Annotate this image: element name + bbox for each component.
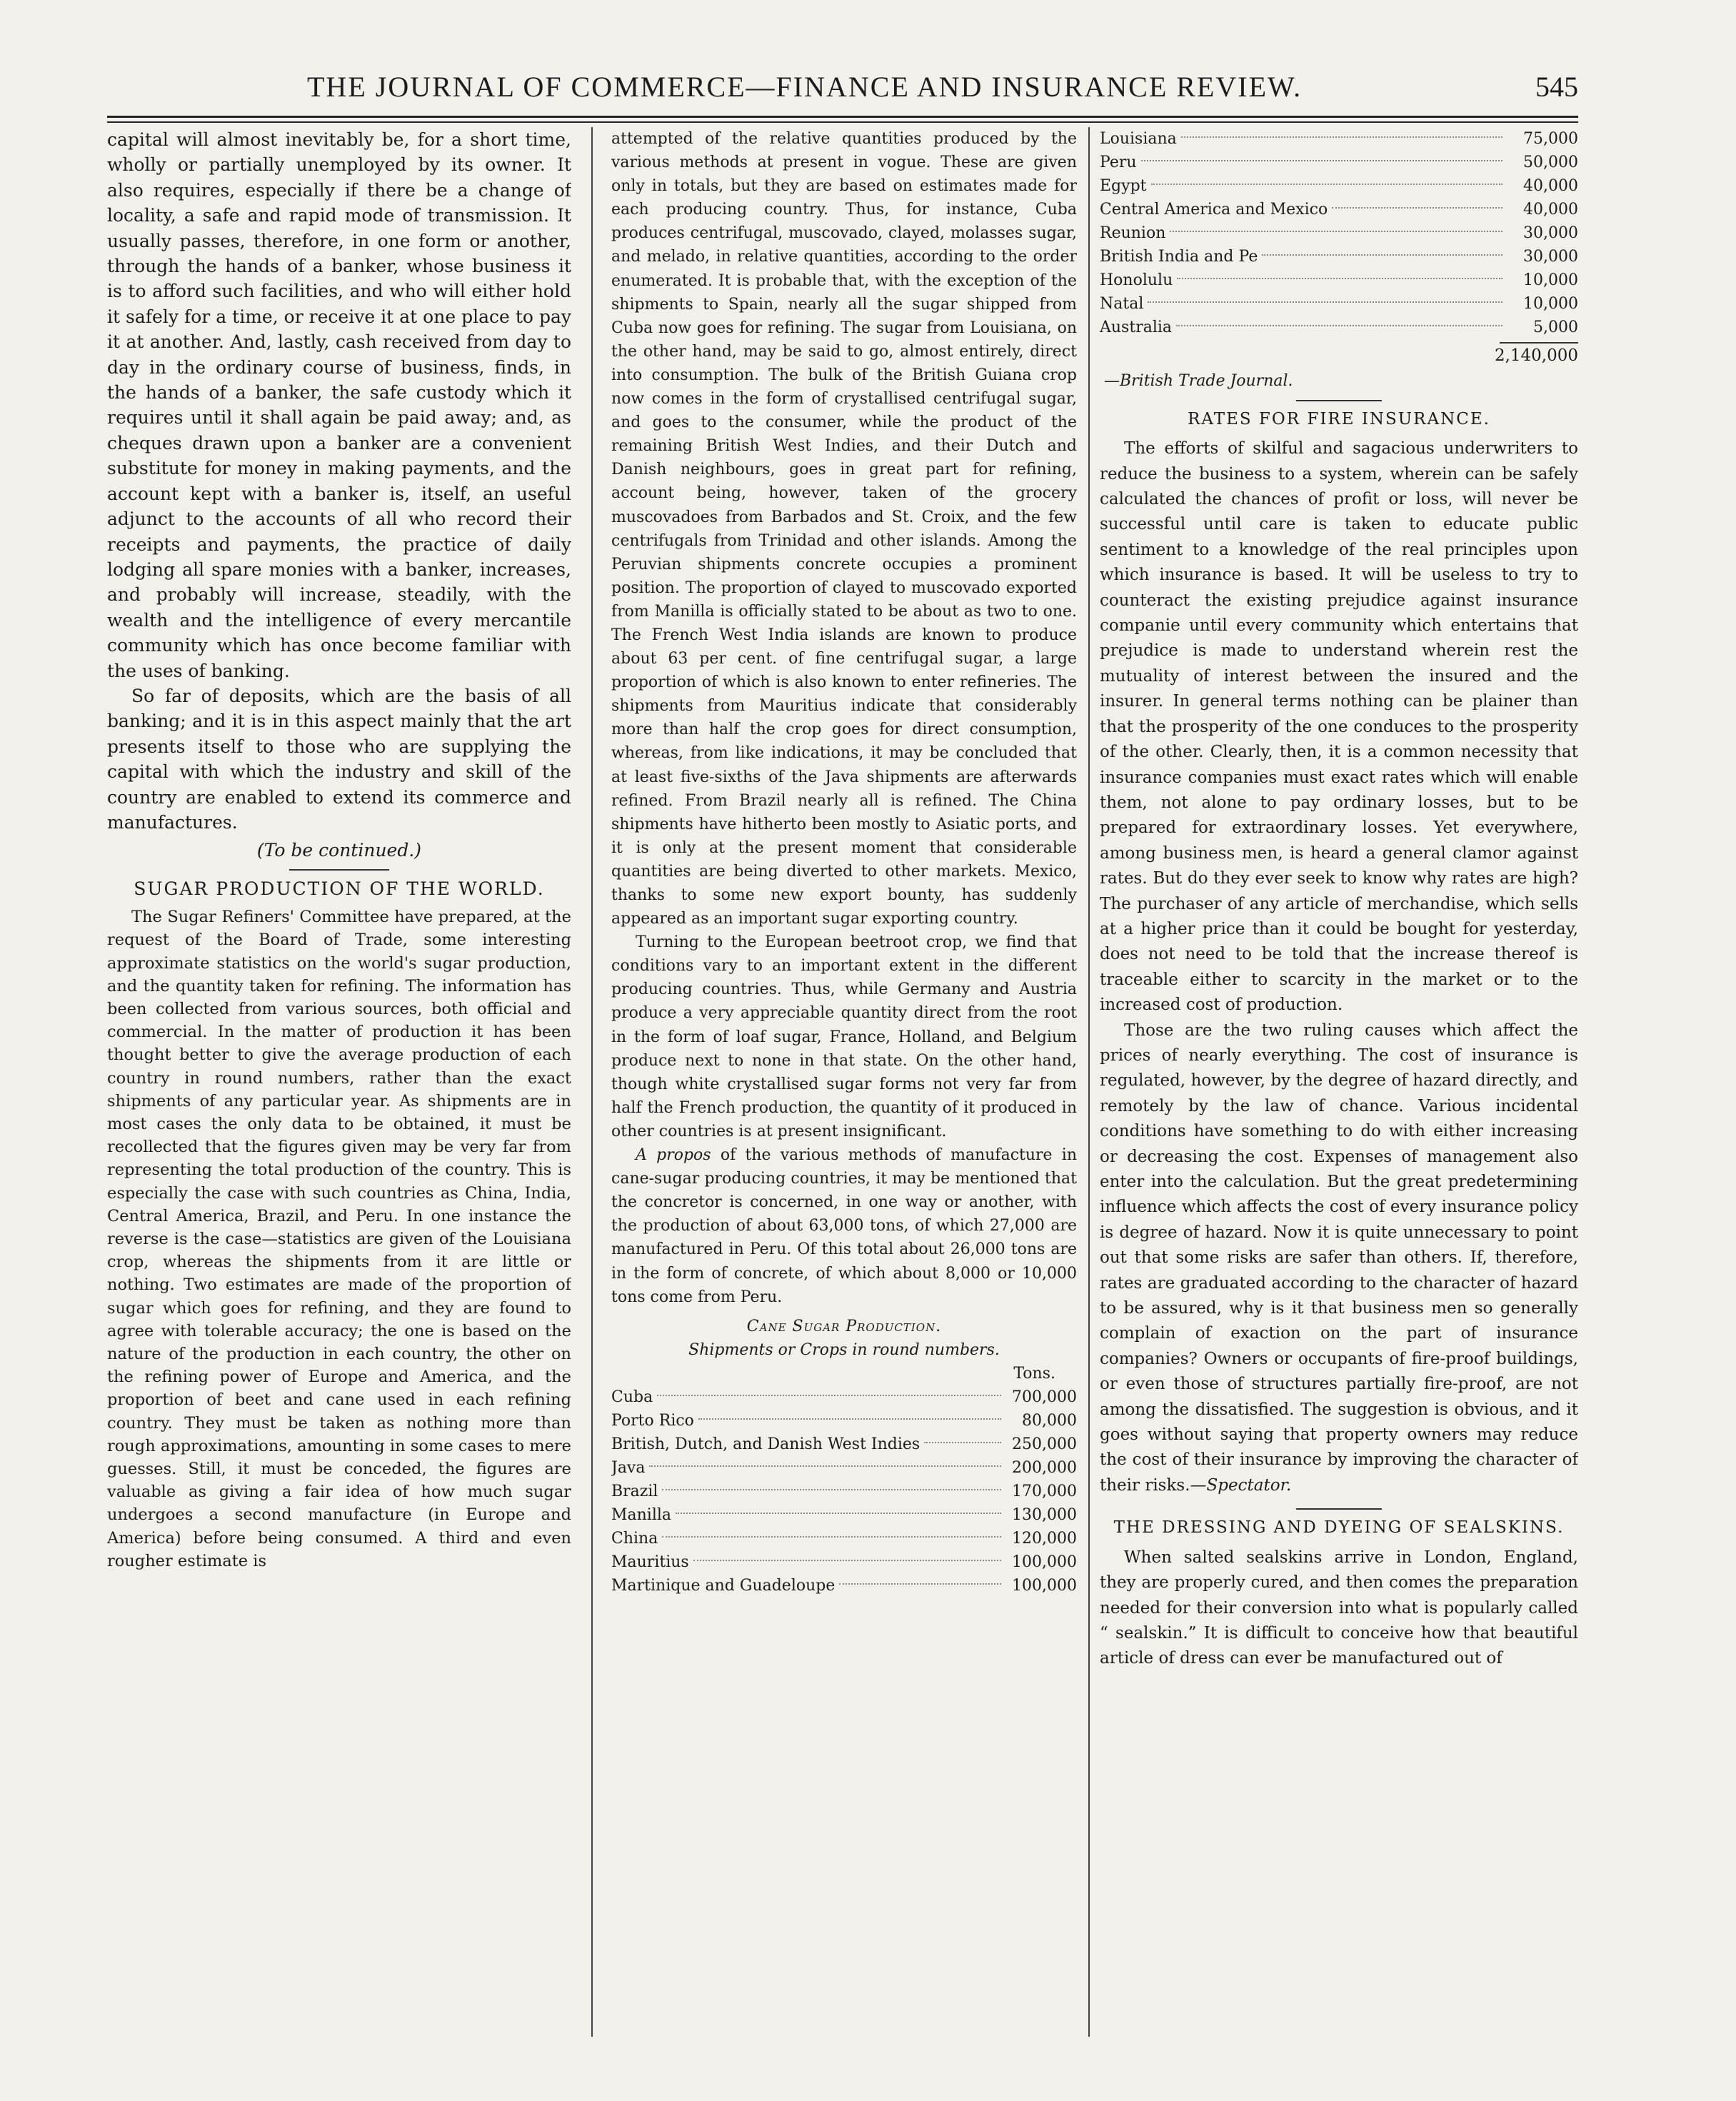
country-name: Cuba (611, 1388, 653, 1406)
tons-value: 250,000 (1012, 1435, 1077, 1453)
fire-paragraph-2-text: Those are the two ruling causes which affect the prices of nearly everything. The cost of insurance is regulated, however, by the degree of hazard directly, and remotely by the law of chance. Various incidental conditions have something to do with either increasing or decreasing the cost. Expenses of management also enter into the calculation. But the great predetermining influence which affects the cost of every insurance policy is degree of hazard. Now it is quite unnecessary to point out that some risks are safer than others. If, therefore, rates are graduated according to the character of hazard to be assured, why is it that business men so generally complain of exaction on the part of insurance companies? Owners or occupants of fire-proof buildings, or even those of structures partially fire-proof, are not among the dissatisfied. The suggestion is obvious, and it goes without saying that property owners may reduce the cost of their insurance by improving the character of their risks. (1100, 1021, 1578, 1495)
table-row (611, 1409, 1077, 1433)
tons-value: 10,000 (1523, 295, 1578, 313)
sugar-paragraph-4-text: of the various methods of manufacture in cane-sugar producing countries, it may be mentioned that the concretor is concerned, in one way or another, with the production of about 63,000 tons, of which 27,000 are manufactured in Peru. Of this total about 26,000 tons are in the form of concrete, of which about 8,000 or 10,000 tons come from Peru. (611, 1146, 1077, 1306)
sealskins-heading: THE DRESSING AND DYEING OF SEALSKINS. (1113, 1518, 1565, 1538)
country-name: Reunion (1100, 224, 1166, 242)
tons-header: Tons. (1013, 1364, 1055, 1383)
leader-dots (1332, 207, 1502, 209)
leader-dots (649, 1465, 1001, 1467)
sugar-paragraph-4 (611, 1143, 1077, 1309)
leader-dots (1176, 325, 1502, 326)
table-total: 2,140,000 (1494, 346, 1578, 365)
column-divider-1 (591, 127, 593, 2037)
cane-sugar-table-part-1 (611, 1385, 1077, 1598)
leader-dots (1148, 301, 1502, 303)
cane-sugar-table-subtitle: Shipments or Crops in round numbers. (688, 1340, 1000, 1359)
fire-paragraph-2 (1100, 1018, 1578, 1499)
trade-journal-source: —British Trade Journal. (1104, 372, 1293, 391)
tons-value: 80,000 (1022, 1411, 1077, 1430)
country-name: British, Dutch, and Danish West Indies (611, 1435, 920, 1453)
table-row (1100, 151, 1578, 174)
table-row (611, 1480, 1077, 1503)
banking-paragraph-2: So far of deposits, which are the basis of all banking; and it is in this aspect mainly that the art presents itself to those who are supplying the capital with which the industry and skill of the country are enabled to extend its commerce and manufactures. (107, 685, 571, 833)
tons-value: 100,000 (1012, 1576, 1077, 1595)
tons-value: 30,000 (1523, 224, 1578, 242)
country-name: British India and Pe (1100, 248, 1258, 266)
section-divider-2 (1296, 400, 1382, 401)
country-name: Manilla (611, 1505, 672, 1524)
tons-value: 40,000 (1523, 201, 1578, 219)
tons-value: 50,000 (1523, 154, 1578, 171)
country-name: China (611, 1529, 658, 1548)
tons-value: 200,000 (1012, 1458, 1077, 1477)
header-rule-bottom (107, 121, 1578, 123)
table-row (1100, 245, 1578, 269)
tons-value: 100,000 (1012, 1553, 1077, 1571)
tons-value: 30,000 (1523, 248, 1578, 266)
leader-dots (662, 1489, 1001, 1490)
sugar-production-heading: SUGAR PRODUCTION OF THE WORLD. (134, 878, 545, 899)
tons-value: 170,000 (1012, 1482, 1077, 1500)
table-row (611, 1433, 1077, 1456)
tons-value: 120,000 (1012, 1529, 1077, 1548)
leader-dots (676, 1513, 1001, 1514)
column-2 (611, 127, 1077, 2037)
table-row (1100, 316, 1578, 339)
section-divider-3 (1296, 1508, 1382, 1510)
table-row (611, 1385, 1077, 1409)
fire-paragraph-1: The efforts of skilful and sagacious underwriters to reduce the business to a system, wherein can be safely calculated the chances of profit or loss, will never be successful until care is taken to educate public sentiment to a knowledge of the real principles upon which insurance is based. It will be useless to try to counteract the existing prejudice against insurance companie until every community which entertains that prejudice is made to understand wherein rest the mutuality of interest between the insured and the insurer. In general terms nothing can be plainer than that the prosperity of the one conduces to the prosperity of the other. Clearly, then, it is a common necessity that insurance companies must exact rates which will enable them, not alone to pay ordinary losses, but to be prepared for extraordinary losses. Yet everywhere, among business men, is heard a general clamor against rates. But do they ever seek to know why rates are high? The purchaser of any article of merchandise, which sells at a higher price than it could be bought for yesterday, does not need to be told that the increase thereof is traceable either to scarcity in the market or to the increased cost of production. (1100, 439, 1578, 1015)
table-row (611, 1550, 1077, 1574)
table-row (1100, 292, 1578, 316)
leader-dots (662, 1536, 1001, 1538)
banking-paragraph-1: capital will almost inevitably be, for a short time, wholly or partially unemployed by its owner. It also requires, especially if there be a change of locality, a safe and rapid mode of transmission. It usually passes, therefore, in one form or another, through the hands of a banker, whose business it is to afford such facilities, and who will either hold it safely for a time, or receive it at one place to pay it at another. And, lastly, cash received from day to day in the ordinary course of business, finds, in the hands of a banker, the safe custody which it requires until it shall again be paid away; and, as cheques drawn upon a banker are a convenient substitute for money in making payments, and the account kept with a banker is, itself, an useful adjunct to the accounts of all who record their receipts and payments, the practice of daily lodging all spare monies with a banker, increases, and probably will increase, steadily, with the wealth and the intelligence of every mercantile community which has once become familiar with the uses of banking. (107, 129, 571, 681)
leader-dots (698, 1418, 1001, 1420)
column-3 (1100, 127, 1578, 2037)
leader-dots (1177, 278, 1502, 279)
table-row (611, 1527, 1077, 1550)
country-name: Natal (1100, 295, 1144, 313)
country-name: Porto Rico (611, 1411, 694, 1430)
leader-dots (657, 1395, 1001, 1396)
production-table (1100, 127, 1578, 339)
fire-insurance-heading: RATES FOR FIRE INSURANCE. (1188, 409, 1490, 428)
sugar-paragraph-2: attempted of the relative quantities produced by the various methods at present in vogue. These are given only in totals, but they are based on estimates made for each producing country. Thus, for instance, Cuba produces centrifugal, muscovado, clayed, molasses sugar, and melado, in relative quantities, according to the order enumerated. It is probable that, with the exception of the shipments to Spain, nearly all the sugar shipped from Cuba now goes for refining. The sugar from Louisiana, on the other hand, may be said to go, almost entirely, direct into consumption. The bulk of the British Guiana crop now comes in the form of crystallised centrifugal sugar, and goes to the consumer, while the product of the remaining British West Indies, and their Dutch and Danish neighbours, goes in great part for refining, account being, however, taken of the grocery muscovadoes from Barbados and St. Croix, and the few centrifugals from Trinidad and other islands. Among the Peruvian shipments concrete occupies a prominent position. The proportion of clayed to muscovado exported from Manilla is officially stated to be about as two to one. The French West India islands are known to produce about 63 per cent. of fine centrifugal sugar, a large proportion of which is also known to enter refineries. The shipments from Mauritius indicate that considerably more than half the crop goes for direct consumption, whereas, from like indications, it may be concluded that at least five-sixths of the Java shipments are afterwards refined. From Brazil nearly all is refined. The China shipments have hitherto been mostly to Asiatic ports, and it is only at the present moment that considerable quantities are being diverted to other markets. Mexico, thanks to some new export bounty, has suddenly appeared as an important sugar exporting country. (611, 130, 1077, 928)
page-number: 545 (1535, 71, 1578, 103)
tons-value: 10,000 (1523, 271, 1578, 289)
tons-value: 700,000 (1012, 1388, 1077, 1406)
production-table (611, 1385, 1077, 1598)
tons-value: 75,000 (1523, 130, 1578, 148)
leader-dots (1151, 184, 1503, 185)
country-name: Honolulu (1100, 271, 1173, 289)
sealskins-paragraph-1: When salted sealskins arrive in London, England, they are properly cured, and then comes the preparation needed for their conversion into what is popularly called “ sealskin.” It is difficult to conceive how that beautiful article of dress can ever be manufactured out of (1100, 1548, 1578, 1668)
leader-dots (1181, 136, 1502, 138)
tons-value: 40,000 (1523, 177, 1578, 195)
cane-sugar-table-title: Cane Sugar Production. (746, 1317, 942, 1335)
table-row (1100, 198, 1578, 221)
spectator-source: —Spectator. (1190, 1475, 1292, 1495)
a-propos-lead: A propos (636, 1146, 711, 1165)
sugar-paragraph-3: Turning to the European beetroot crop, we find that conditions vary to an important extent in the different producing countries. Thus, while Germany and Austria produce a very appreciable quantity direct from the root in the form of loaf sugar, France, Holland, and Belgium produce next to none in that state. On the other hand, though white crystallised sugar forms not very far from half the French production, the quantity of it produced in other countries is at present insignificant. (611, 933, 1077, 1140)
country-name: Peru (1100, 154, 1137, 171)
leader-dots (839, 1583, 1001, 1585)
leader-dots (693, 1560, 1001, 1561)
section-divider (289, 869, 389, 871)
country-name: Louisiana (1100, 130, 1177, 148)
to-be-continued: (To be continued.) (256, 840, 422, 861)
header-rule-top (107, 116, 1578, 118)
country-name: Brazil (611, 1482, 658, 1500)
tons-value: 130,000 (1012, 1505, 1077, 1524)
column-divider-2 (1088, 127, 1090, 2037)
country-name: Martinique and Guadeloupe (611, 1576, 836, 1595)
page-header (107, 63, 1578, 113)
country-name: Egypt (1100, 177, 1147, 195)
leader-dots (924, 1442, 1001, 1443)
table-row (611, 1574, 1077, 1598)
column-1 (107, 127, 571, 2037)
leader-dots (1170, 231, 1502, 232)
leader-dots (1141, 160, 1502, 161)
table-row (1100, 127, 1578, 151)
table-row (1100, 221, 1578, 245)
table-row (1100, 269, 1578, 292)
country-name: Mauritius (611, 1553, 689, 1571)
leader-dots (1262, 254, 1502, 256)
country-name: Java (611, 1458, 646, 1477)
table-row (1100, 174, 1578, 198)
table-row (611, 1456, 1077, 1480)
table-row (611, 1503, 1077, 1527)
country-name: Central America and Mexico (1100, 201, 1328, 219)
tons-value: 5,000 (1533, 319, 1578, 336)
sugar-paragraph-1: The Sugar Refiners' Committee have prepared, at the request of the Board of Trade, some interesting approximate statistics on the world's sugar production, and the quantity taken for refining. The information has been collected from various sources, both official and commercial. In the matter of production it has been thought better to give the average production of each country in round numbers, rather than the exact shipments of any particular year. As shipments are in most cases the only data to be obtained, it must be recollected that the figures given may be very far from representing the total production of the country. This is especially the case with such countries as China, India, Central America, Brazil, and Peru. In one instance the reverse is the case—statistics are given of the Louisiana crop, whereas the shipments from it are little or nothing. Two estimates are made of the proportion of sugar which goes for refining, and they are found to agree with tolerable accuracy; the one is based on the nature of the production in each country, the other on the refining power of Europe and America, and the proportion of beet and cane used in each refining country. They must be taken as nothing more than rough approximations, amounting in some cases to mere guesses. Still, it must be conceded, the figures are valuable as giving a fair idea of how much sugar undergoes a second manufacture (in Europe and America) before being consumed. A third and even rougher estimate is (107, 908, 571, 1570)
running-title: THE JOURNAL OF COMMERCE—FINANCE AND INSURANCE REVIEW. (307, 71, 1303, 103)
cane-sugar-table-part-2 (1100, 127, 1578, 339)
country-name: Australia (1100, 319, 1173, 336)
